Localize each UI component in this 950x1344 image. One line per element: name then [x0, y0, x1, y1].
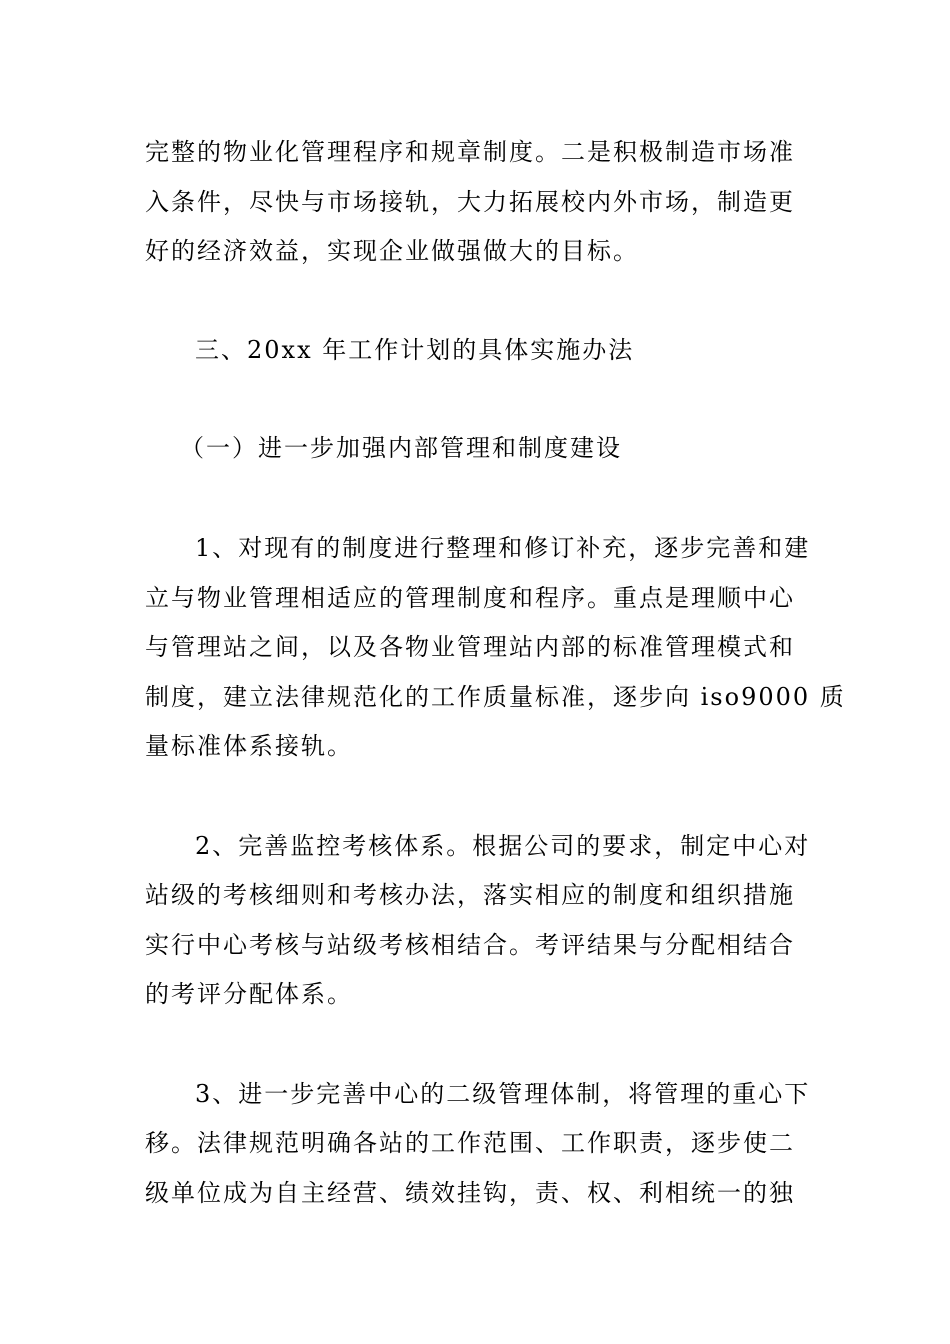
paragraph-line: 级单位成为自主经营、绩效挂钩，责、权、利相统一的独	[145, 1179, 795, 1207]
paragraph-line: 好的经济效益，实现企业做强做大的目标。	[145, 237, 639, 265]
paragraph-line: 移。法律规范明确各站的工作范围、工作职责，逐步使二	[145, 1129, 795, 1157]
paragraph-line: 2、完善监控考核体系。根据公司的要求，制定中心对	[195, 832, 811, 860]
paragraph-line: 实行中心考核与站级考核相结合。考评结果与分配相结合	[145, 931, 795, 959]
paragraph-line: 与管理站之间，以及各物业管理站内部的标准管理模式和	[145, 633, 795, 661]
paragraph-line: 入条件，尽快与市场接轨，大力拓展校内外市场，制造更	[145, 188, 795, 216]
paragraph-line: 量标准体系接轨。	[145, 732, 353, 760]
paragraph-line: 1、对现有的制度进行整理和修订补充，逐步完善和建	[195, 534, 811, 562]
section-heading: 三、20xx 年工作计划的具体实施办法	[195, 336, 635, 364]
paragraph-line: 完整的物业化管理程序和规章制度。二是积极制造市场准	[145, 138, 795, 166]
paragraph-line: 立与物业管理相适应的管理制度和程序。重点是理顺中心	[145, 584, 795, 612]
paragraph-line: 3、进一步完善中心的二级管理体制，将管理的重心下	[195, 1080, 811, 1108]
paragraph-line: 站级的考核细则和考核办法，落实相应的制度和组织措施	[145, 881, 795, 909]
subsection-heading: （一）进一步加强内部管理和制度建设	[180, 434, 622, 462]
paragraph-line: 制度，建立法律规范化的工作质量标准，逐步向 iso9000 质	[145, 683, 846, 711]
paragraph-line: 的考评分配体系。	[145, 980, 353, 1008]
